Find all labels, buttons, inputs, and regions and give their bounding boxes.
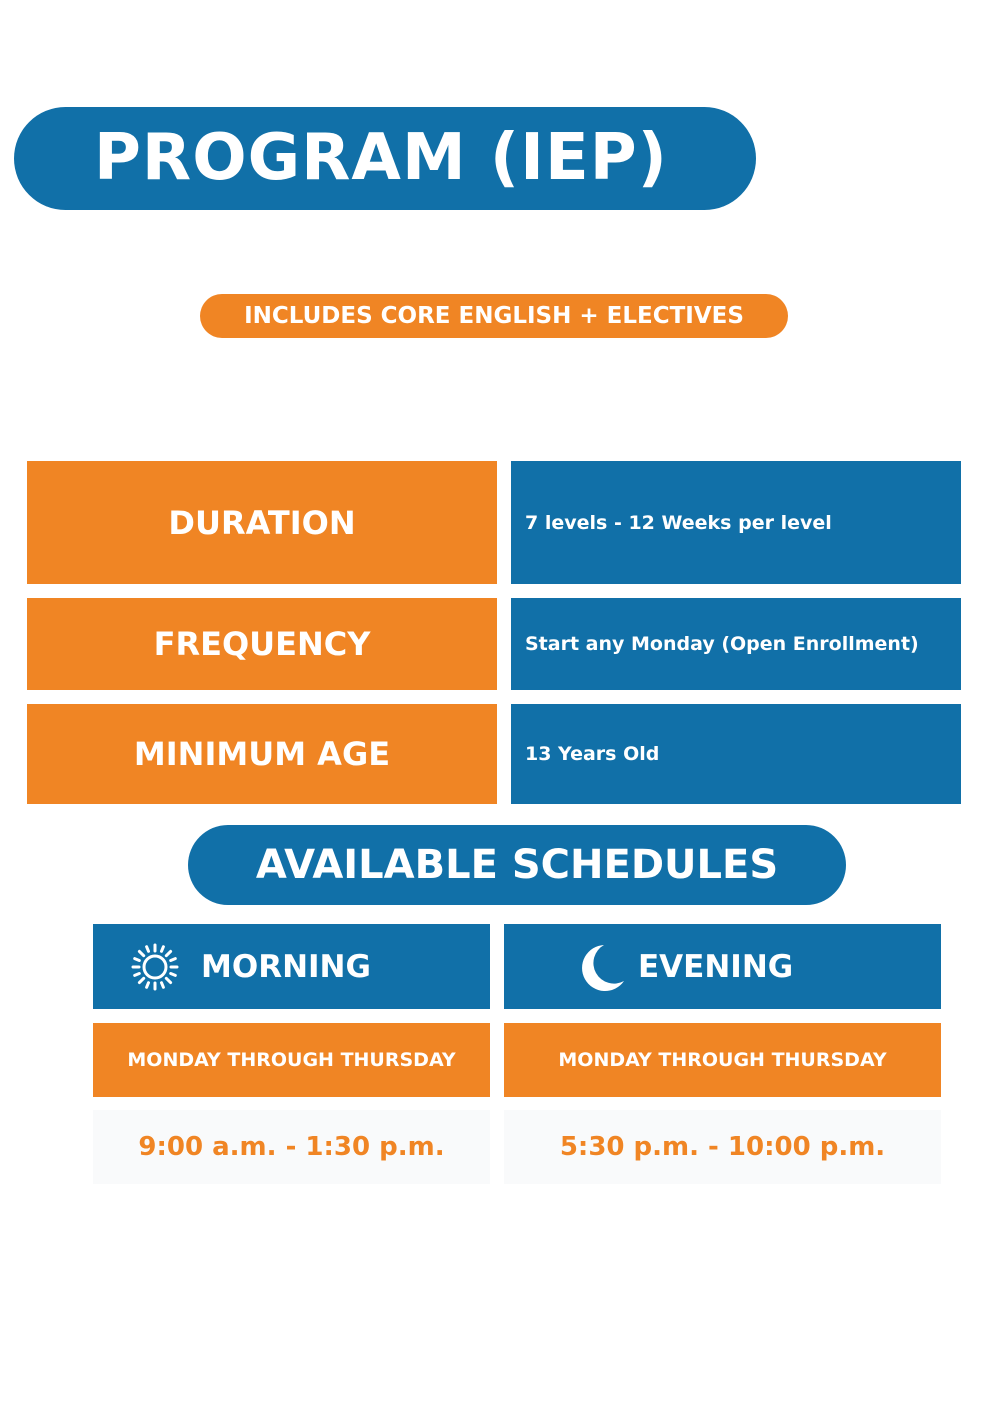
morning-days: MONDAY THROUGH THURSDAY [93, 1023, 490, 1097]
frequency-value: Start any Monday (Open Enrollment) [511, 598, 961, 690]
subtitle-badge: INCLUDES CORE ENGLISH + ELECTIVES [200, 294, 788, 338]
morning-header [93, 924, 490, 1009]
page-title: PROGRAM (IEP) [14, 107, 756, 210]
duration-label: DURATION [27, 461, 497, 584]
minimum-age-label: MINIMUM AGE [27, 704, 497, 804]
moon-icon [578, 942, 626, 992]
minimum-age-value: 13 Years Old [511, 704, 961, 804]
sun-icon [131, 943, 179, 991]
duration-value: 7 levels - 12 Weeks per level [511, 461, 961, 584]
morning-label: MORNING [201, 948, 371, 985]
schedules-title: AVAILABLE SCHEDULES [188, 825, 846, 905]
frequency-label: FREQUENCY [27, 598, 497, 690]
evening-hours: 5:30 p.m. - 10:00 p.m. [504, 1110, 941, 1184]
evening-header [504, 924, 941, 1009]
evening-label: EVENING [638, 948, 794, 985]
morning-hours: 9:00 a.m. - 1:30 p.m. [93, 1110, 490, 1184]
evening-days: MONDAY THROUGH THURSDAY [504, 1023, 941, 1097]
